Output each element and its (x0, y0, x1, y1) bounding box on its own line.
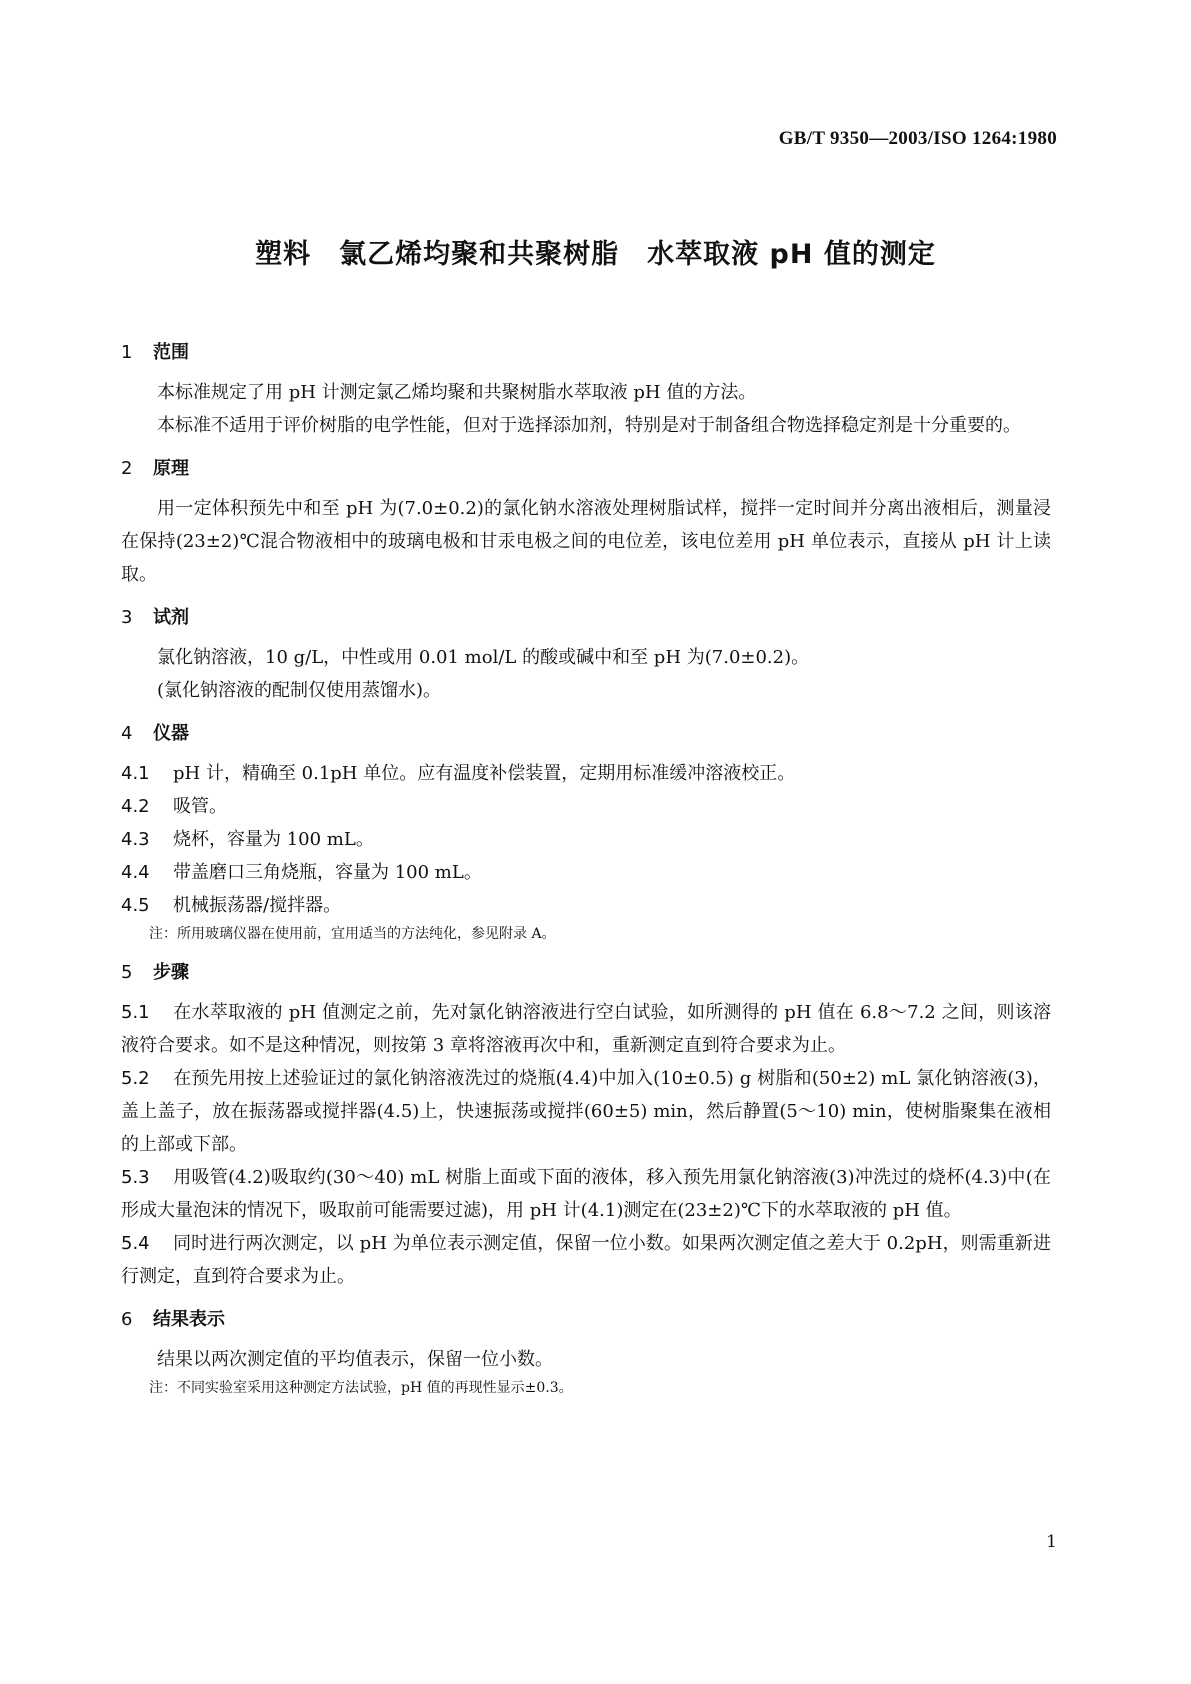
item-text: 在水萃取液的 pH 值测定之前，先对氯化钠溶液进行空白试验，如所测得的 pH 值在 6.8～7.2 之间，则该溶液符合要求。如不是这种情况，则按第 3 章将溶液再次中和，重新测定直到符合要求为止。 (121, 1002, 1051, 1056)
item-number: 4.3 (121, 829, 150, 850)
item-text: 同时进行两次测定，以 pH 为单位表示测定值，保留一位小数。如果两次测定值之差大于 0.2pH，则需重新进行测定，直到符合要求为止。 (121, 1233, 1051, 1287)
list-item (121, 889, 1051, 922)
section-number: 5 (121, 962, 133, 983)
item-text: 烧杯，容量为 100 mL。 (173, 829, 374, 850)
section-heading-apparatus (121, 721, 1051, 747)
item-number: 4.2 (121, 796, 150, 817)
section-number: 4 (121, 723, 133, 744)
list-item (121, 1062, 1051, 1161)
section-title: 步骤 (153, 962, 189, 983)
section-heading-scope (121, 340, 1051, 366)
section-heading-reagents (121, 605, 1051, 631)
section-title: 结果表示 (153, 1309, 225, 1330)
section-number: 6 (121, 1309, 133, 1330)
section-number: 3 (121, 607, 133, 628)
section-title: 试剂 (153, 607, 189, 628)
paragraph: 用一定体积预先中和至 pH 为(7.0±0.2)的氯化钠水溶液处理树脂试样，搅拌一定时间并分离出液相后，测量浸在保持(23±2)℃混合物液相中的玻璃电极和甘汞电极之间的电位差，该电位差用 pH 单位表示，直接从 pH 计上读取。 (121, 498, 1051, 585)
note: 注：不同实验室采用这种测定方法试验，pH 值的再现性显示±0.3。 (149, 1380, 573, 1396)
item-number: 5.1 (121, 1002, 150, 1023)
list-item (121, 823, 1051, 856)
item-text: 用吸管(4.2)吸取约(30～40) mL 树脂上面或下面的液体，移入预先用氯化钠溶液(3)冲洗过的烧杯(4.3)中(在形成大量泡沫的情况下，吸取前可能需要过滤)，用 pH 计(4.1)测定在(23±2)℃下的水萃取液的 pH 值。 (121, 1167, 1051, 1221)
list-item (121, 1227, 1051, 1293)
paragraph: 结果以两次测定值的平均值表示，保留一位小数。 (157, 1349, 553, 1370)
section-number: 2 (121, 458, 133, 479)
item-number: 4.1 (121, 763, 150, 784)
note: 注：所用玻璃仪器在使用前，宜用适当的方法纯化，参见附录 A。 (149, 926, 556, 942)
document-body (121, 340, 1051, 1400)
paragraph: 本标准规定了用 pH 计测定氯乙烯均聚和共聚树脂水萃取液 pH 值的方法。 (157, 382, 757, 403)
section-heading-principle (121, 456, 1051, 482)
section-number: 1 (121, 342, 133, 363)
list-item (121, 996, 1051, 1062)
item-number: 5.2 (121, 1068, 150, 1089)
section-title: 范围 (153, 342, 189, 363)
list-item (121, 1161, 1051, 1227)
standard-code: GB/T 9350—2003/ISO 1264:1980 (778, 128, 1057, 149)
list-item (121, 757, 1051, 790)
list-item (121, 856, 1051, 889)
page-number: 1 (1046, 1532, 1057, 1552)
item-number: 5.4 (121, 1233, 150, 1254)
section-heading-results (121, 1307, 1051, 1333)
item-text: 机械振荡器/搅拌器。 (173, 895, 342, 916)
item-text: 带盖磨口三角烧瓶，容量为 100 mL。 (173, 862, 482, 883)
item-number: 5.3 (121, 1167, 150, 1188)
item-text: pH 计，精确至 0.1pH 单位。应有温度补偿装置，定期用标准缓冲溶液校正。 (173, 763, 796, 784)
paragraph: 氯化钠溶液，10 g/L，中性或用 0.01 mol/L 的酸或碱中和至 pH 为(7.0±0.2)。 (157, 647, 810, 668)
section-title: 仪器 (153, 723, 189, 744)
section-heading-procedure (121, 960, 1051, 986)
paragraph: 本标准不适用于评价树脂的电学性能，但对于选择添加剂，特别是对于制备组合物选择稳定剂是十分重要的。 (157, 415, 1021, 436)
item-number: 4.5 (121, 895, 150, 916)
section-title: 原理 (153, 458, 189, 479)
item-number: 4.4 (121, 862, 150, 883)
item-text: 吸管。 (173, 796, 227, 817)
paragraph: (氯化钠溶液的配制仅使用蒸馏水)。 (157, 680, 442, 701)
item-text: 在预先用按上述验证过的氯化钠溶液洗过的烧瓶(4.4)中加入(10±0.5) g 树脂和(50±2) mL 氯化钠溶液(3)，盖上盖子，放在振荡器或搅拌器(4.5)上，快速振荡或搅拌(60±5) min，然后静置(5～10) min，使树脂聚集在液相的上部或下部。 (121, 1068, 1051, 1155)
document-title: 塑料 氯乙烯均聚和共聚树脂 水萃取液 pH 值的测定 (255, 239, 936, 270)
list-item (121, 790, 1051, 823)
